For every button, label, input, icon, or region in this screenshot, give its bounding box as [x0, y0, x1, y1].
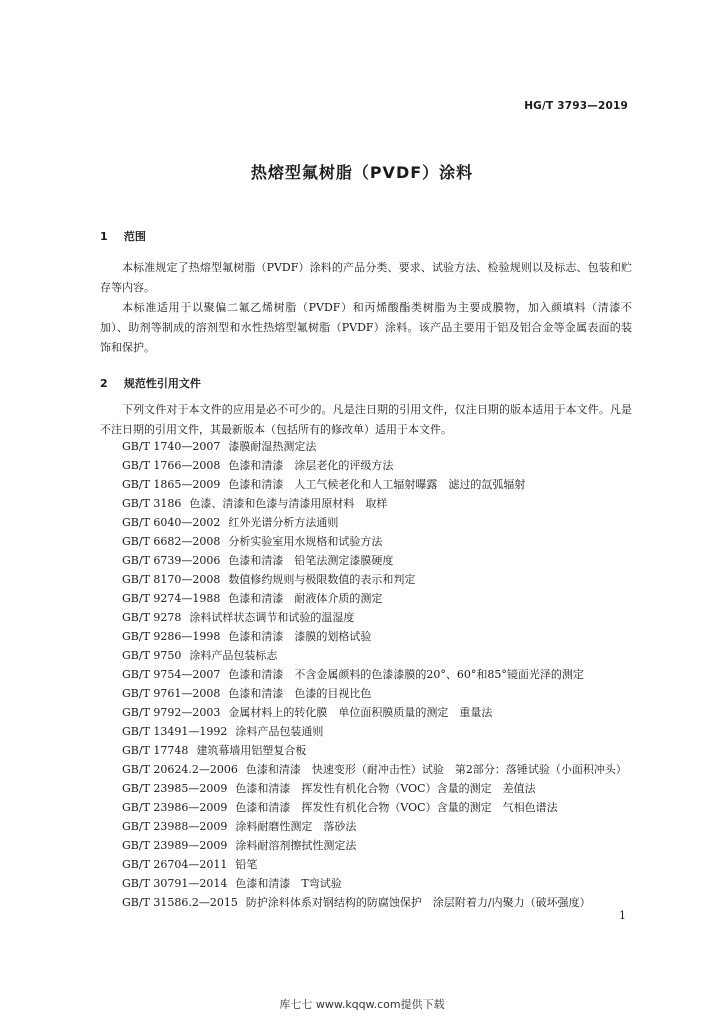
reference-item: [100, 722, 634, 741]
reference-item: [100, 646, 634, 665]
reference-title: 色漆和清漆 铅笔法测定漆膜硬度: [228, 554, 394, 567]
reference-item: [100, 855, 634, 874]
reference-title: 色漆和清漆 挥发性有机化合物（VOC）含量的测定 气相色谱法: [235, 801, 558, 814]
reference-item: [100, 456, 634, 475]
page-number: 1: [619, 909, 626, 922]
reference-code: GB/T 9792—2003: [122, 706, 221, 719]
reference-code: GB/T 9286—1998: [122, 630, 221, 643]
reference-code: GB/T 9274—1988: [122, 592, 221, 605]
reference-item: [100, 741, 634, 760]
reference-item: [100, 437, 634, 456]
reference-code: GB/T 9278: [122, 611, 182, 624]
reference-title: 分析实验室用水规格和试验方法: [228, 535, 383, 548]
reference-item: [100, 684, 634, 703]
reference-list: [100, 437, 634, 912]
reference-code: GB/T 13491—1992: [122, 725, 228, 738]
reference-title: 涂料耐磨性测定 落砂法: [235, 820, 357, 833]
reference-title: 涂料产品包装标志: [189, 649, 278, 662]
download-footer: 库七七 www.kqqw.com提供下载: [279, 998, 445, 1011]
reference-code: GB/T 20624.2—2006: [122, 763, 238, 776]
reference-code: GB/T 1766—2008: [122, 459, 221, 472]
reference-title: 防护涂料体系对钢结构的防腐蚀保护 涂层附着力/内聚力（破坏强度）: [245, 896, 591, 909]
reference-code: GB/T 9750: [122, 649, 182, 662]
reference-title: 色漆和清漆 漆膜的划格试验: [228, 630, 372, 643]
reference-title: 金属材料上的转化膜 单位面积膜质量的测定 重量法: [228, 706, 493, 719]
reference-item: [100, 798, 634, 817]
section-title: 范围: [123, 230, 146, 243]
reference-item: [100, 893, 634, 912]
reference-title: 色漆和清漆 涂层老化的评级方法: [228, 459, 394, 472]
reference-code: GB/T 6682—2008: [122, 535, 221, 548]
reference-item: [100, 817, 634, 836]
reference-item: [100, 532, 634, 551]
reference-title: 色漆、清漆和色漆与清漆用原材料 取样: [189, 497, 388, 510]
reference-title: 色漆和清漆 T弯试验: [235, 877, 342, 890]
reference-title: 涂料产品包装通则: [235, 725, 324, 738]
reference-item: [100, 513, 634, 532]
reference-code: GB/T 23985—2009: [122, 782, 228, 795]
reference-code: GB/T 6739—2006: [122, 554, 221, 567]
reference-code: GB/T 6040—2002: [122, 516, 221, 529]
reference-item: [100, 836, 634, 855]
reference-item: [100, 494, 634, 513]
reference-title: 涂料耐溶剂擦拭性测定法: [235, 839, 357, 852]
reference-title: 涂料试样状态调节和试验的温湿度: [189, 611, 355, 624]
reference-title: 色漆和清漆 人工气候老化和人工辐射曝露 滤过的氙弧辐射: [228, 478, 526, 491]
reference-title: 色漆和清漆 不含金属颜料的色漆漆膜的20°、60°和85°镜面光泽的测定: [228, 668, 584, 681]
reference-code: GB/T 31586.2—2015: [122, 896, 238, 909]
scope-paragraph: 本标准适用于以聚偏二氟乙烯树脂（PVDF）和丙烯酸酯类树脂为主要成膜物，加入颜填料（清漆不加）、助剂等制成的溶剂型和水性热熔型氟树脂（PVDF）涂料。该产品主要用于铝及铝合金等金属表面的装饰和保护。: [100, 301, 632, 354]
reference-code: GB/T 26704—2011: [122, 858, 228, 871]
reference-item: [100, 703, 634, 722]
section-heading-scope: [100, 228, 146, 244]
section-number: 2: [100, 377, 108, 390]
section-number: 1: [100, 230, 108, 243]
reference-title: 色漆和清漆 快速变形（耐冲击性）试验 第2部分：落锤试验（小面积冲头）: [245, 763, 627, 776]
reference-code: GB/T 23986—2009: [122, 801, 228, 814]
reference-code: GB/T 23988—2009: [122, 820, 228, 833]
reference-item: [100, 608, 634, 627]
section-heading-references: [100, 375, 201, 391]
reference-item: [100, 551, 634, 570]
reference-code: GB/T 23989—2009: [122, 839, 228, 852]
standard-code: HG/T 3793—2019: [524, 100, 628, 112]
reference-title: 漆膜耐湿热测定法: [228, 440, 317, 453]
reference-code: GB/T 30791—2014: [122, 877, 228, 890]
section-title: 规范性引用文件: [123, 377, 201, 390]
reference-title: 色漆和清漆 色漆的目视比色: [228, 687, 372, 700]
reference-title: 红外光谱分析方法通则: [228, 516, 339, 529]
reference-code: GB/T 9754—2007: [122, 668, 221, 681]
reference-code: GB/T 3186: [122, 497, 182, 510]
scope-paragraph: 本标准规定了热熔型氟树脂（PVDF）涂料的产品分类、要求、试验方法、检验规则以及标志、包装和贮存等内容。: [100, 261, 632, 294]
reference-code: GB/T 1865—2009: [122, 478, 221, 491]
reference-title: 建筑幕墙用铝塑复合板: [196, 744, 307, 757]
reference-title: 铅笔: [235, 858, 258, 871]
reference-item: [100, 570, 634, 589]
reference-code: GB/T 17748: [122, 744, 189, 757]
reference-item: [100, 779, 634, 798]
reference-code: GB/T 1740—2007: [122, 440, 221, 453]
references-intro: 下列文件对于本文件的应用是必不可少的。凡是注日期的引用文件，仅注日期的版本适用于本文件。凡是不注日期的引用文件，其最新版本（包括所有的修改单）适用于本文件。: [100, 403, 632, 436]
reference-item: [100, 874, 634, 893]
reference-title: 色漆和清漆 耐液体介质的测定: [228, 592, 383, 605]
document-title: 热熔型氟树脂（PVDF）涂料: [250, 163, 474, 182]
reference-title: 数值修约规则与极限数值的表示和判定: [228, 573, 416, 586]
reference-item: [100, 627, 634, 646]
reference-item: [100, 760, 634, 779]
reference-item: [100, 475, 634, 494]
reference-item: [100, 589, 634, 608]
reference-title: 色漆和清漆 挥发性有机化合物（VOC）含量的测定 差值法: [235, 782, 536, 795]
reference-code: GB/T 8170—2008: [122, 573, 221, 586]
reference-item: [100, 665, 634, 684]
reference-code: GB/T 9761—2008: [122, 687, 221, 700]
